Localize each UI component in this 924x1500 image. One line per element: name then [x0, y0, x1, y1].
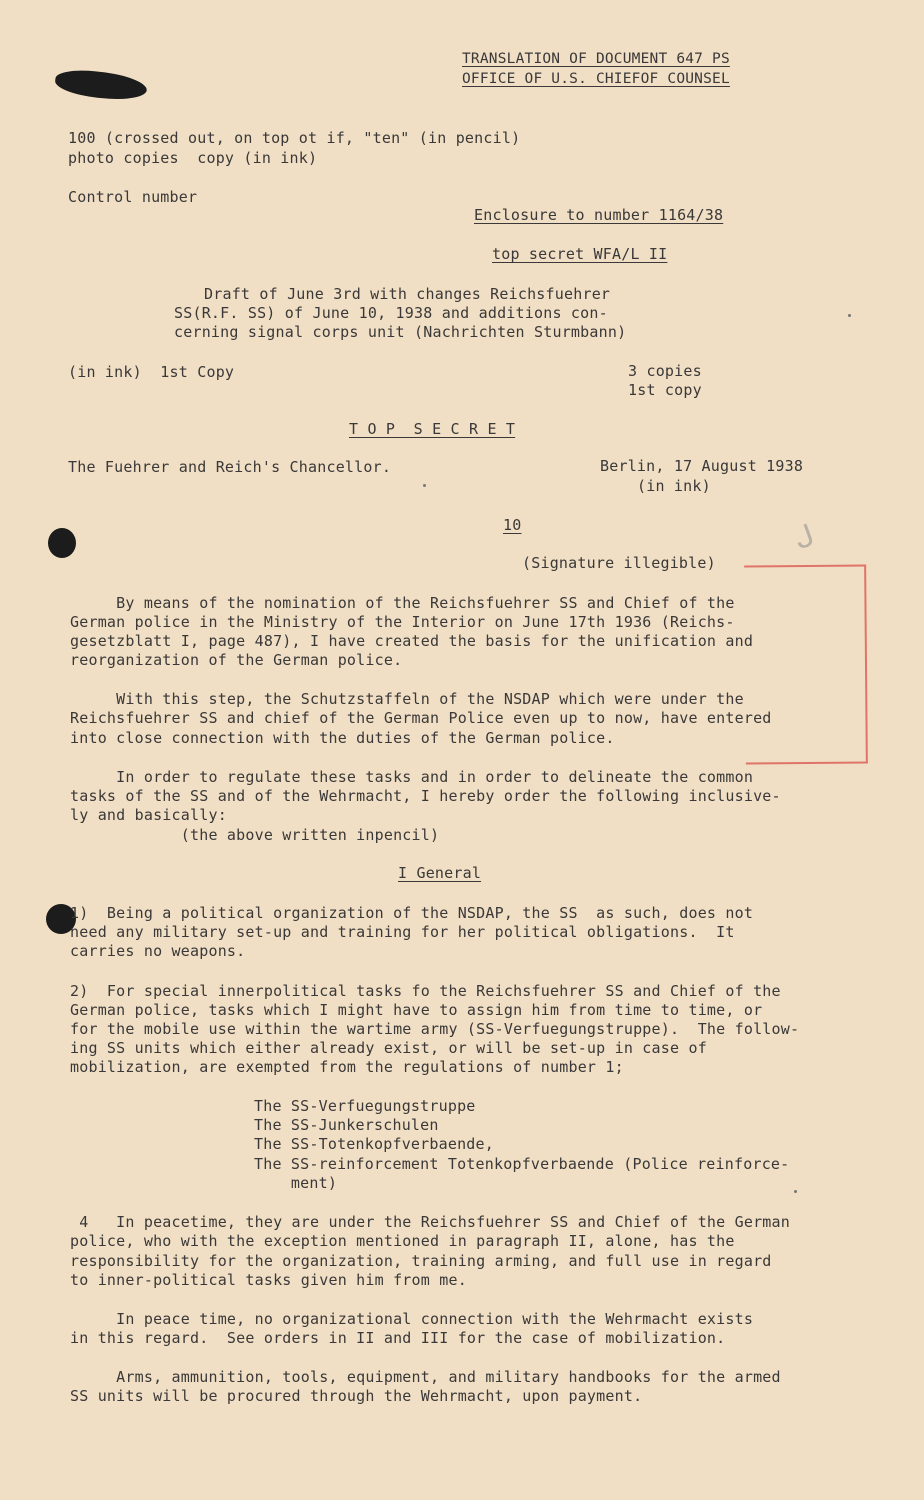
body-line: ing SS units which either already exist, or will be set-up in case of [70, 1039, 707, 1057]
body-line: need any military set-up and training for her political obligations. It [70, 923, 735, 941]
body-line: German police, tasks which I might have to assign him from time to time, or [70, 1001, 763, 1019]
body-line: police, who with the exception mentioned in paragraph II, alone, has the [70, 1232, 735, 1250]
top-secret-reference: top secret WFA/L II [492, 245, 668, 263]
control-number: Control number [68, 188, 198, 206]
body-line: in this regard. See orders in II and III for the case of mobilization. [70, 1329, 726, 1347]
enclosure-reference: Enclosure to number 1164/38 [474, 206, 724, 224]
body-line: responsibility for the organization, training arming, and full use in regard [70, 1252, 772, 1270]
paper-speck [794, 1190, 797, 1193]
paper-speck [848, 314, 851, 317]
header-line-2: OFFICE OF U.S. CHIEFOF COUNSEL [462, 71, 730, 87]
section-heading: I General [398, 864, 482, 882]
signature-note: (Signature illegible) [522, 554, 716, 572]
copy-note-left: (in ink) 1st Copy [68, 363, 235, 381]
body-line: mobilization, are exempted from the regulations of number 1; [70, 1058, 624, 1076]
body-line: In order to regulate these tasks and in order to delineate the common [70, 768, 754, 786]
body-line: In peace time, no organizational connection with the Wehrmacht exists [70, 1310, 754, 1328]
header-line-1: TRANSLATION OF DOCUMENT 647 PS [462, 51, 730, 67]
body-line: tasks of the SS and of the Wehrmacht, I hereby order the following inclusive- [70, 787, 781, 805]
red-pencil-bracket [744, 564, 868, 764]
body-line: 2) For special innerpolitical tasks fo the Reichsfuehrer SS and Chief of the [70, 982, 781, 1000]
body-line: into close connection with the duties of the German police. [70, 729, 615, 747]
body-line: for the mobile use within the wartime army (SS-Verfuegungstruppe). The follow- [70, 1020, 800, 1038]
unit-item: The SS-Verfuegungstruppe [254, 1097, 476, 1115]
unit-item: ment) [254, 1174, 338, 1192]
ink-blot [54, 67, 148, 102]
body-line: Arms, ammunition, tools, equipment, and military handbooks for the armed [70, 1368, 781, 1386]
body-line: Reichsfuehrer SS and chief of the German Police even up to now, have entered [70, 709, 772, 727]
body-line: 4 In peacetime, they are under the Reichsfuehrer SS and Chief of the German [70, 1213, 790, 1231]
draft-line: SS(R.F. SS) of June 10, 1938 and additions con- [174, 304, 608, 322]
pencil-initials: ᒍ [789, 517, 820, 558]
unit-item: The SS-reinforcement Totenkopfverbaende (Police reinforce- [254, 1155, 790, 1173]
unit-item: The SS-Totenkopfverbaende, [254, 1135, 494, 1153]
copy-count: 3 copies [628, 362, 702, 380]
copies-note-2: photo copies copy (in ink) [68, 149, 318, 167]
paper-speck [423, 484, 426, 487]
body-line: reorganization of the German police. [70, 651, 403, 669]
body-line: German police in the Ministry of the Interior on June 17th 1936 (Reichs- [70, 613, 735, 631]
draft-line: cerning signal corps unit (Nachrichten Sturmbann) [174, 323, 627, 341]
body-line: 1) Being a political organization of the NSDAP, the SS as such, does not [70, 904, 754, 922]
body-line: gesetzblatt I, page 487), I have created the basis for the unification and [70, 632, 754, 650]
sender: The Fuehrer and Reich's Chancellor. [68, 458, 392, 476]
place-date: Berlin, 17 August 1938 [600, 457, 804, 475]
unit-item: The SS-Junkerschulen [254, 1116, 439, 1134]
punch-hole [48, 528, 76, 558]
body-line: to inner-political tasks given him from me. [70, 1271, 467, 1289]
body-line: By means of the nomination of the Reichsfuehrer SS and Chief of the [70, 594, 735, 612]
body-line: With this step, the Schutzstaffeln of the NSDAP which were under the [70, 690, 744, 708]
top-secret-heading: T O P S E C R E T [349, 420, 516, 438]
body-line: ly and basically: [70, 806, 227, 824]
body-line: SS units will be procured through the Wehrmacht, upon payment. [70, 1387, 643, 1405]
body-line: (the above written inpencil) [70, 826, 440, 844]
page-number: 10 [503, 516, 522, 534]
draft-line: Draft of June 3rd with changes Reichsfuehrer [204, 285, 611, 303]
copies-note-1: 100 (crossed out, on top ot if, "ten" (in pencil) [68, 129, 521, 147]
body-line: carries no weapons. [70, 942, 246, 960]
copy-number: 1st copy [628, 381, 702, 399]
place-date-note: (in ink) [637, 477, 711, 495]
